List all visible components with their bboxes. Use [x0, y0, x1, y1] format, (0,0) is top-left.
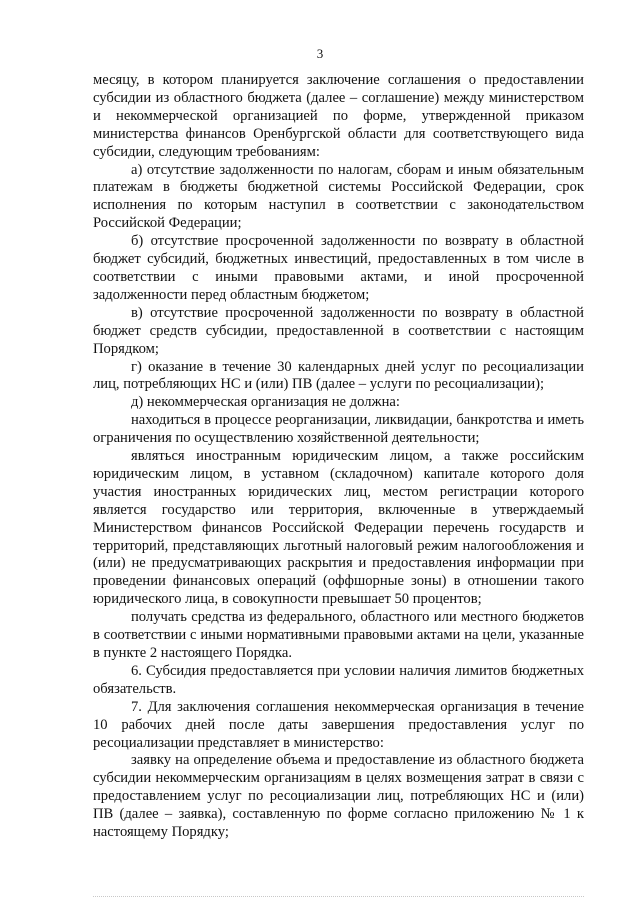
- paragraph-item-a: а) отсутствие задолженности по налогам, сборам и иным обязательным платежам в бюджеты бюджетной системы Российской Федерации, срок исполнения по которым наступил в соответствии с законодательством Российской Федерации;: [93, 161, 584, 232]
- paragraph-item-g: г) оказание в течение 30 календарных дней услуг по ресоциализации лиц, потребляющих НС и (или) ПВ (далее – услуги по ресоциализации);: [93, 358, 584, 393]
- paragraph-application: заявку на определение объема и предоставление из областного бюджета субсидии некоммерческим организациям в целях возмещения затрат в связи с предоставлением услуг по ресоциализации лиц, потребляющих НС и (или) ПВ (далее – заявка), составленную по форме согласно приложению № 1 к настоящему Порядку;: [93, 752, 584, 841]
- paragraph-other-funds: получать средства из федерального, областного или местного бюджетов в соответствии с иными нормативными правовыми актами на цели, указанные в пункте 2 настоящего Порядка.: [93, 609, 584, 661]
- paragraph-item-d: д) некоммерческая организация не должна:: [131, 394, 400, 411]
- paragraph-section-7: 7. Для заключения соглашения некоммерческая организация в течение 10 рабочих дней после даты завершения предоставления услуг по ресоциализации представляет в министерство:: [93, 698, 584, 751]
- paragraph-foreign-entity: являться иностранным юридическим лицом, а также российским юридическим лицом, в уставном (складочном) капитале которого доля участия иностранных юридических лиц, местом регистрации которого является государство или территория, включенные в утверждаемый Министерством финансов Российской Федерации перечень государств и территорий, представляющих льготный налоговый режим налогообложения и (или) не предусматривающих раскрытия и предоставления информации при проведении финансовых операций (оффшорные зоны) в отношении такого юридического лица, в совокупности превышает 50 процентов;: [93, 448, 584, 608]
- paragraph-item-v: в) отсутствие просроченной задолженности по возврату в областной бюджет средств субсидии, предоставленной в соответствии с настоящим Порядком;: [93, 304, 584, 357]
- paragraph-item-b: б) отсутствие просроченной задолженности по возврату в областной бюджет субсидий, бюджетных инвестиций, предоставленных в том числе в соответствии с иными правовыми актами, и иной просроченной задолженности перед областным бюджетом;: [93, 233, 584, 303]
- document-body: [93, 72, 584, 842]
- footer-divider: [93, 896, 584, 898]
- paragraph-intro-continuation: месяцу, в котором планируется заключение соглашения о предоставлении субсидии из областного бюджета (далее – соглашение) между министерством и некоммерческой организацией по форме, утвержденной приказом министерства финансов Оренбургской области для соответствующего вида субсидии, следующим требованиям:: [93, 72, 584, 160]
- paragraph-reorganization: находиться в процессе реорганизации, ликвидации, банкротства и иметь ограничения по осуществлению хозяйственной деятельности;: [93, 412, 584, 447]
- page-number: 3: [316, 46, 324, 61]
- paragraph-section-6: 6. Субсидия предоставляется при условии наличия лимитов бюджетных обязательств.: [93, 662, 584, 697]
